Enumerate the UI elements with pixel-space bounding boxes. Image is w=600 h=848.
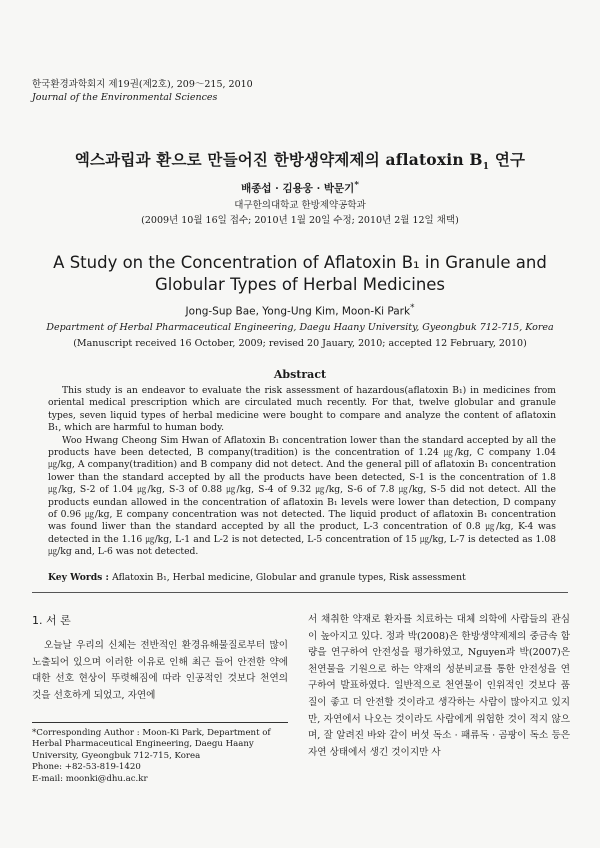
section-title-introduction: 1. 서 론 <box>32 614 71 627</box>
english-title <box>0 252 600 296</box>
korean-title-tail: 연구 <box>489 150 526 169</box>
corresponding-mark-kr: * <box>354 180 359 190</box>
english-authors <box>0 303 600 318</box>
english-title-line1: A Study on the Concentration of Aflatoxin B₁ in Granule and <box>53 253 547 272</box>
abstract-body <box>48 385 556 559</box>
right-column <box>308 612 570 761</box>
abstract-paragraph-2: Woo Hwang Cheong Sim Hwan of Aflatoxin B₁ concentration lower than the standard accepted by all the products have been detected, B company(tradition) is the concentration of 1.24 ㎍/kg, C company 1.04 ㎍/kg, A company(tradition) and B company did not detect. And the general pill of aflatoxin B₁ concentration lower than the standard accepted by all the products have been detected, S-1 is the concentration of 1.8 ㎍/kg, S-2 of 1.04 ㎍/kg, S-3 of 0.88 ㎍/kg, S-4 of 9.32 ㎍/kg, S-6 of 7.8 ㎍/kg, S-5 did not detect. All the products eundan allowed in the concentration of aflatoxin B₁ levels were lower than detection, D company of 0.96 ㎍/kg, E company concentration was not detected. The liquid product of aflatoxin B₁ concentration was found liwer than the standard accepted by all the product, L-3 concentration of 0.8 ㎍/kg, K-4 was detected in the 1.16 ㎍/kg, L-1 and L-2 is not detected, L-5 concentration of 15 ㎍/kg, L-7 is detected as 1.08 ㎍/kg and, L-6 was not detected. <box>48 434 556 558</box>
section-divider <box>32 592 568 593</box>
footnote-phone: Phone: +82-53-819-1420 <box>32 762 141 773</box>
korean-title-main: 엑스과립과 환으로 만들어진 한방생약제제의 aflatoxin B <box>74 150 483 169</box>
journal-header <box>32 78 253 104</box>
keywords-label: Key Words : <box>48 572 113 583</box>
footnote-corresponding-author: *Corresponding Author : Moon-Ki Park, Department of Herbal Pharmaceutical Engineering, Daegu Haany University, Gyeongbuk 712-715, Korea <box>32 728 271 761</box>
korean-title <box>0 148 600 172</box>
left-column <box>32 612 288 704</box>
keywords-text: Aflatoxin B₁, Herbal medicine, Globular and granule types, Risk assessment <box>112 572 466 583</box>
footnote-email: E-mail: moonki@dhu.ac.kr <box>32 773 148 784</box>
korean-authors <box>0 180 600 196</box>
intro-text-right: 서 채취한 약재로 환자를 치료하는 대체 의학에 사람들의 관심이 높아지고 있다. 정과 박(2008)은 한방생약제제의 중금속 함량을 연구하여 안전성을 평가하였고, Nguyen과 박(2007)은 천연물을 기원으로 하는 약재의 성분비교를 통한 안전성을 연구하여 발표하였다. 일반적으로 천연물이 인위적인 것보다 품질이 좋고 더 안전할 것이라고 생각하는 사람이 많아지고 있지만, 자연에서 나오는 것이라도 사람에게 위험한 것이 적지 않으며, 잘 알려진 바와 같이 버섯 독소 · 패류독 · 곰팡이 독소 등은 자연 상태에서 생긴 것이지만 사 <box>308 614 570 758</box>
korean-affiliation: 대구한의대학교 한방제약공학과 <box>234 200 366 211</box>
english-affiliation: Department of Herbal Pharmaceutical Engineering, Daegu Haany University, Gyeongbuk 712-715, Korea <box>46 322 554 333</box>
abstract-heading: Abstract <box>273 368 327 381</box>
journal-citation-kr: 한국환경과학회지 제19권(제2호), 209～215, 2010 <box>32 79 253 90</box>
manuscript-dates: (Manuscript received 16 October, 2009; revised 20 Jauary, 2010; accepted 12 February, 2010) <box>73 338 527 349</box>
english-author-names: Jong-Sup Bae, Yong-Ung Kim, Moon-Ki Park <box>185 305 411 318</box>
corresponding-mark-en: * <box>410 303 415 313</box>
intro-text-left: 오늘날 우리의 신체는 전반적인 환경유해물질로부터 많이 노출되어 있으며 이러한 이유로 인해 최근 들어 안전한 약에 대한 선호 현상이 뚜렷해짐에 따라 인공적인 것보다 천연의 것을 선호하게 되었고, 자연에 <box>32 640 288 701</box>
footnote-divider <box>32 722 288 723</box>
korean-dates: (2009년 10월 16일 접수; 2010년 1월 20일 수정; 2010년 2월 12일 채택) <box>141 215 459 226</box>
korean-author-names: 배종섭 · 김용웅 · 박문기 <box>241 182 355 195</box>
korean-title-subscript: 1 <box>482 162 490 173</box>
abstract-paragraph-1: This study is an endeavor to evaluate the risk assessment of hazardous(aflatoxin B₁) in medicines from oriental medical prescription which are circulated much recently. For that, twelve globular and granule types, seven liquid types of herbal medicine were bought to compare and analyze the content of aflatoxin B₁, which are harmful to human body. <box>48 385 556 434</box>
journal-name-en: Journal of the Environmental Sciences <box>32 92 218 103</box>
keywords <box>48 572 556 583</box>
english-title-line2: Globular Types of Herbal Medicines <box>154 275 446 294</box>
footnote <box>32 728 294 785</box>
